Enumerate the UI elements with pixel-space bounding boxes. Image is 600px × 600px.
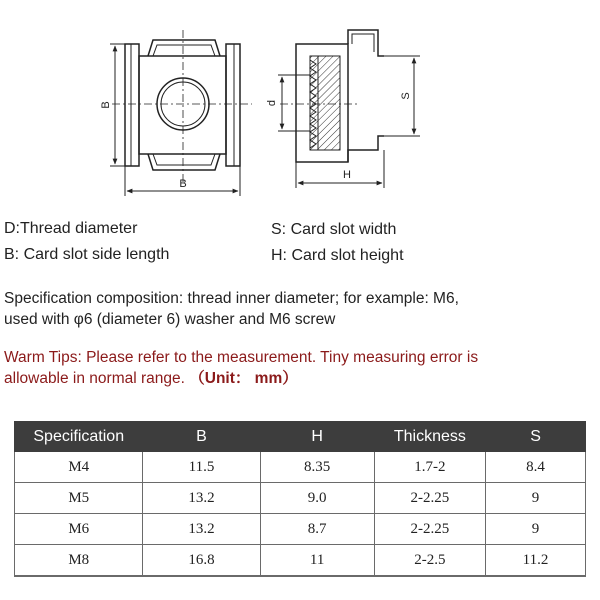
cell-b: 13.2 [143,514,260,545]
table-row [15,545,586,577]
cell-b: 13.2 [143,483,260,514]
spec-table [14,421,586,577]
bottom-hook [348,136,384,162]
table-row [15,452,586,483]
cell-thickness: 2-2.25 [374,514,485,545]
side-view [280,30,384,162]
spec-note-line-2: used with φ6 (diameter 6) washer and M6 screw [4,311,336,328]
header-b: B [143,422,260,452]
cell-spec: M5 [15,483,143,514]
cell-h: 8.7 [260,514,374,545]
spec-note-line-1: Specification composition: thread inner diameter; for example: M6, [4,290,459,307]
unit-note: （Unit： mm） [189,370,298,387]
dimension-label-h: H [343,169,351,181]
legend-thread-diameter: D:Thread diameter [4,220,138,237]
dimension-h [296,150,384,188]
dimension-b-vertical [110,44,125,166]
cell-b: 11.5 [143,452,260,483]
cell-s: 11.2 [486,545,586,577]
table-row [15,483,586,514]
right-clip-bar [226,44,240,166]
header-thickness: Thickness [374,422,485,452]
cell-b: 16.8 [143,545,260,577]
warm-tips [4,347,478,389]
dimension-label-b-vertical: B [100,101,112,109]
legend-slot-height: H: Card slot height [271,247,404,264]
dimension-label-d: d [266,99,278,107]
cell-thickness: 2-2.25 [374,483,485,514]
cage-nut-drawing [0,0,600,205]
table-row [15,514,586,545]
dimension-d [278,75,310,131]
left-clip-bar [125,44,139,166]
legend-slot-width: S: Card slot width [271,221,397,238]
top-tab [148,40,220,56]
cell-thickness: 1.7-2 [374,452,485,483]
warm-tips-line-1: Warm Tips: Please refer to the measurement. Tiny measuring error is [4,349,479,366]
table-header-row [15,422,586,452]
dimension-label-s: S [400,92,412,100]
header-specification: Specification [15,422,143,452]
spec-note [4,288,459,330]
nut-body [139,56,226,154]
cell-s: 9 [486,483,586,514]
dimension-label-b-horizontal: B [179,178,187,190]
cell-spec: M4 [15,452,143,483]
cell-spec: M8 [15,545,143,577]
header-h: H [260,422,374,452]
bottom-tab [148,154,220,170]
front-view [112,30,252,182]
cell-s: 8.4 [486,452,586,483]
header-s: S [486,422,586,452]
cell-h: 9.0 [260,483,374,514]
cell-h: 8.35 [260,452,374,483]
warm-tips-line-2 [4,368,478,389]
warm-tips-line-2-text: allowable in normal range. [4,370,190,387]
legend-slot-side-length: B: Card slot side length [4,246,170,263]
cell-thickness: 2-2.5 [374,545,485,577]
cell-h: 11 [260,545,374,577]
cell-s: 9 [486,514,586,545]
cell-spec: M6 [15,514,143,545]
